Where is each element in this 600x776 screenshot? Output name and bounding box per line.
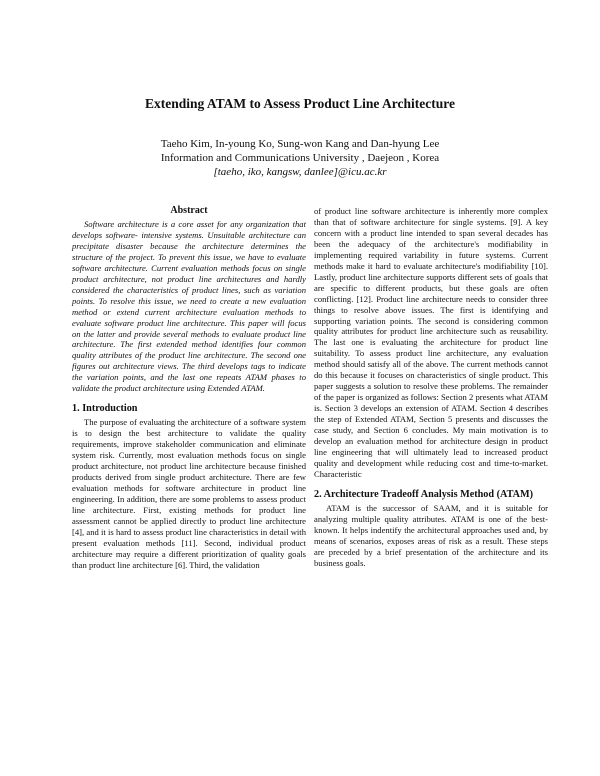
- paper-emails: [taeho, iko, kangsw, danlee]@icu.ac.kr: [213, 166, 387, 178]
- left-column: [72, 205, 306, 571]
- abstract-heading: Abstract: [170, 205, 208, 216]
- introduction-paragraph-left: The purpose of evaluating the architecture of a software system is to design the best architecture to validate the quality requirements, improve stakeholder communication and eliminate system risk. Currently, most evaluation methods focus on single product architecture, not product line architecture because finished products derived from single product architecture. There are few evaluation methods for software architecture in product line engineering. In addition, there are some problems to assess product line architecture. First, existing methods for product line assessment cannot be applied directly to product line architecture [4], and it is hard to assess product line characteristics in detail with present evaluation methods [11]. Second, individual product architecture may require a different prioritization of quality goals than product line architecture [6]. Third, the validation: [72, 417, 306, 570]
- right-column: [314, 206, 548, 569]
- introduction-heading: 1. Introduction: [72, 403, 138, 415]
- paper-title: Extending ATAM to Assess Product Line Architecture: [145, 96, 455, 111]
- paper-authors: Taeho Kim, In-young Ko, Sung-won Kang and Dan-hyung Lee: [160, 138, 440, 150]
- abstract-text: Software architecture is a core asset for any organization that develops software- intensive systems. Unsuitable architecture can precipitate disaster because the architecture determines the structure of the project. To prevent this issue, we have to evaluate software architecture. Current evaluation methods focus on single product architecture, not product line architectures and hardly considered the characteristics of product lines, such as variation points. To resolve this issue, we need to create a new evaluation method or extend current architecture evaluation methods to evaluate software product line architecture. This paper will focus on the latter and provide several methods to evaluate product line architecture. The first extended method identifies four common quality attributes of the product line architecture. The second one figures out architecture views. The third develops tags to indicate the variation points, and the last one repeats ATAM phases to validate the product architecture using Extended ATAM.: [72, 219, 306, 394]
- section-2-heading: 2. Architecture Tradeoff Analysis Method (ATAM): [314, 488, 534, 500]
- paper-affiliation: Information and Communications University , Daejeon , Korea: [160, 152, 440, 164]
- section-2-paragraph: ATAM is the successor of SAAM, and it is suitable for analyzing multiple quality attributes. ATAM is one of the best-known. It helps indentify the architectural approaches used and, by means of scenarios, exposes areas of risk as a result. These steps are preceded by a brief presentation of the architecture and its business goals.: [314, 502, 548, 568]
- introduction-paragraph-right: of product line software architecture is inherently more complex than that of software architecture for single systems. [9]. A key concern with a product line intended to span several decades has been the adequacy of the architecture's modifiability in implementing required variability in future systems. Current methods make it hard to evaluate architecture's modifiability [10]. Lastly, product line architecture supports different sets of goals that are specific to different products, but these goals are often conflicting. [12]. Product line architecture needs to consider three things to resolve above issues. The first is identifying and supporting variation points. The second is considering common quality attributes for product line architecture such as reusability. The last one is evaluating the architecture for product line suitability. To assess product line architecture, any evaluation method should satisfy all of the above. The current methods cannot do this because it focuses on characteristics of single product. This paper suggests a solution to resolve these problems. The remainder of the paper is organized as follows: Section 2 presents what ATAM is. Section 3 develops an extension of ATAM. Section 4 describes the step of Extended ATAM, Section 5 presents and discusses the case study, and Section 6 concludes. My main motivation is to develop an evaluation method for architecture design in product line engineering that will ultimately lead to increased product quality and development while reducing cost and time-to-market. Characteristic: [314, 206, 548, 479]
